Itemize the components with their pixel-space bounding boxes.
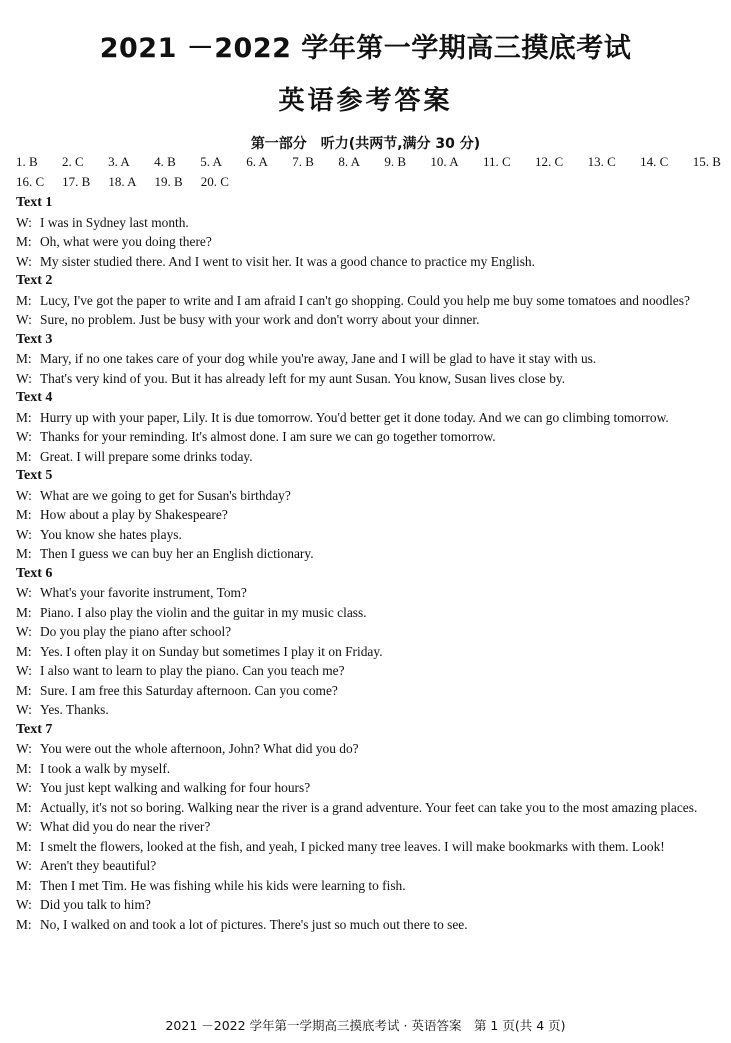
dialogue-line [16, 778, 719, 798]
dialogue-text: Sure. I am free this Saturday afternoon. Can you come? [40, 682, 338, 698]
dialogue-text: Then I guess we can buy her an English dictionary. [40, 546, 314, 561]
section-heading: 第一部分 听力(共两节,满分 30 分) [250, 136, 481, 152]
speaker-label: M: [16, 604, 32, 620]
speaker-label: W: [16, 663, 32, 678]
dialogue-line [16, 681, 719, 701]
dialogue-text: What's your favorite instrument, Tom? [40, 585, 247, 600]
speaker-label: W: [16, 702, 32, 717]
answer-item: 12. C [535, 154, 564, 169]
dialogue-text: Actually, it's not so boring. Walking near the river is a grand adventure. Your feet can take you to the most amazing places. [40, 799, 698, 815]
dialogue-line [16, 349, 719, 369]
dialogue-line [16, 661, 719, 681]
speaker-label: M: [16, 838, 32, 854]
dialogue-line [16, 310, 719, 330]
dialogue-line [16, 915, 719, 935]
dialogue-text: You know she hates plays. [40, 526, 182, 542]
speaker-label: M: [16, 643, 32, 659]
page-subtitle: 英语参考答案 [278, 86, 453, 116]
dialogue-text: No, I walked on and took a lot of pictures. There's just so much out there to see. [40, 916, 468, 932]
answer-item: 16. C [16, 174, 45, 189]
dialogue-line [16, 583, 719, 603]
text-heading: Text 5 [16, 468, 53, 483]
dialogue-text: Hurry up with your paper, Lily. It is due tomorrow. You'd better get it done today. And we can go climbing tomorrow. [40, 409, 669, 425]
speaker-label: W: [16, 858, 32, 873]
speaker-label: W: [16, 780, 32, 795]
text-heading: Text 6 [16, 565, 53, 581]
dialogue-text: I was in Sydney last month. [40, 214, 189, 230]
dialogue-line [16, 895, 719, 915]
page-footer: 2021 －2022 学年第一学期高三摸底考试 · 英语答案 第 1 页(共 4 页) [165, 1018, 566, 1033]
dialogue-line [16, 213, 719, 233]
speaker-label: W: [16, 487, 32, 503]
answer-key-row-2 [16, 174, 721, 190]
speaker-label: M: [16, 507, 32, 522]
speaker-label: W: [16, 741, 32, 756]
dialogue-text: Lucy, I've got the paper to write and I am afraid I can't go shopping. Could you help me buy some tomatoes and noodles? [40, 292, 690, 308]
answer-item: 17. B [62, 174, 91, 189]
dialogue-line [16, 759, 719, 779]
text-heading: Text 2 [16, 273, 53, 288]
speaker-label: W: [16, 526, 32, 542]
speaker-label: M: [16, 760, 32, 776]
dialogue-text: Oh, what were you doing there? [40, 234, 212, 249]
answer-item: 5. A [200, 154, 222, 169]
dialogue-line [16, 876, 719, 896]
answer-item: 2. C [62, 154, 84, 169]
speaker-label: W: [16, 214, 32, 230]
dialogue-line [16, 798, 719, 818]
dialogue-line [16, 837, 719, 857]
speaker-label: W: [16, 819, 32, 834]
dialogue-text: Do you play the piano after school? [40, 624, 232, 639]
dialogue-text: Great. I will prepare some drinks today. [40, 448, 253, 464]
answer-item: 18. A [108, 174, 137, 189]
speaker-label: W: [16, 897, 32, 912]
dialogue-text: My sister studied there. And I went to visit her. It was a good chance to practice my English. [40, 253, 535, 269]
speaker-label: W: [16, 624, 32, 639]
answer-item: 13. C [587, 154, 616, 169]
text-heading: Text 7 [16, 721, 53, 737]
dialogue-line [16, 525, 719, 545]
dialogue-text: Thanks for your reminding. It's almost done. I am sure we can go together tomorrow. [40, 429, 496, 444]
dialogue-text: You just kept walking and walking for four hours? [40, 780, 311, 795]
answer-item: 4. B [154, 154, 176, 169]
answer-item: 8. A [338, 154, 360, 169]
dialogue-text: What are we going to get for Susan's birthday? [40, 487, 291, 503]
page-title: 2021 －2022 学年第一学期高三摸底考试 [99, 33, 632, 64]
dialogue-text: Yes. I often play it on Sunday but sometimes I play it on Friday. [40, 643, 383, 659]
dialogue-line [16, 427, 719, 447]
dialogue-text: Yes. Thanks. [40, 702, 109, 717]
dialogue-text: That's very kind of you. But it has already left for my aunt Susan. You know, Susan lives close by. [40, 370, 566, 386]
dialogue-line [16, 486, 719, 506]
speaker-label: M: [16, 877, 32, 893]
speaker-label: W: [16, 585, 32, 600]
speaker-label: M: [16, 682, 32, 698]
speaker-label: M: [16, 448, 32, 464]
dialogue-line [16, 369, 719, 389]
dialogue-line [16, 642, 719, 662]
dialogue-text: I also want to learn to play the piano. Can you teach me? [40, 663, 345, 678]
answer-item: 6. A [246, 154, 268, 169]
speaker-label: M: [16, 351, 32, 366]
dialogue-text: I took a walk by myself. [40, 760, 171, 776]
answer-item: 10. A [430, 154, 459, 169]
dialogue-line [16, 603, 719, 623]
answer-item: 9. B [384, 154, 407, 169]
dialogue-text: You were out the whole afternoon, John? What did you do? [40, 741, 359, 756]
speaker-label: M: [16, 409, 32, 425]
answer-key-row-1 [16, 154, 721, 170]
dialogue-text: I smelt the flowers, looked at the fish, and yeah, I picked many tree leaves. I will make bookmarks with them. Look! [40, 838, 665, 854]
answer-item: 3. A [108, 154, 130, 169]
speaker-label: M: [16, 546, 32, 561]
dialogue-line [16, 291, 719, 311]
answer-item: 19. B [154, 174, 183, 189]
dialogue-line [16, 252, 719, 272]
text-heading: Text 1 [16, 195, 53, 210]
dialogue-text: Then I met Tim. He was fishing while his kids were learning to fish. [40, 877, 406, 893]
dialogue-line [16, 817, 719, 837]
speaker-label: M: [16, 916, 32, 932]
answer-item: 7. B [292, 154, 314, 169]
text-heading: Text 3 [16, 331, 53, 347]
dialogue-line [16, 739, 719, 759]
speaker-label: W: [16, 312, 32, 327]
speaker-label: M: [16, 234, 32, 249]
speaker-label: M: [16, 292, 32, 308]
dialogue-line [16, 622, 719, 642]
answer-item: 14. C [640, 154, 669, 169]
dialogue-text: How about a play by Shakespeare? [40, 507, 228, 522]
dialogue-text: Sure, no problem. Just be busy with your work and don't worry about your dinner. [40, 312, 480, 327]
dialogue-line [16, 447, 719, 467]
speaker-label: W: [16, 253, 32, 269]
dialogue-text: Mary, if no one takes care of your dog while you're away, Jane and I will be glad to have it stay with us. [40, 351, 597, 366]
answer-item: 15. B [692, 154, 721, 169]
speaker-label: W: [16, 370, 32, 386]
listening-transcript [16, 193, 719, 934]
dialogue-text: Did you talk to him? [40, 897, 151, 912]
dialogue-line [16, 232, 719, 252]
dialogue-line [16, 544, 719, 564]
answer-item: 20. C [200, 174, 229, 189]
speaker-label: W: [16, 429, 32, 444]
answer-item: 11. C [482, 154, 511, 169]
dialogue-line [16, 700, 719, 720]
dialogue-text: Piano. I also play the violin and the guitar in my music class. [40, 604, 367, 620]
answer-item: 1. B [16, 154, 38, 169]
speaker-label: M: [16, 799, 32, 815]
dialogue-text: Aren't they beautiful? [40, 858, 157, 873]
text-heading: Text 4 [16, 390, 53, 405]
dialogue-line [16, 408, 719, 428]
dialogue-text: What did you do near the river? [40, 819, 211, 834]
dialogue-line [16, 856, 719, 876]
dialogue-line [16, 505, 719, 525]
